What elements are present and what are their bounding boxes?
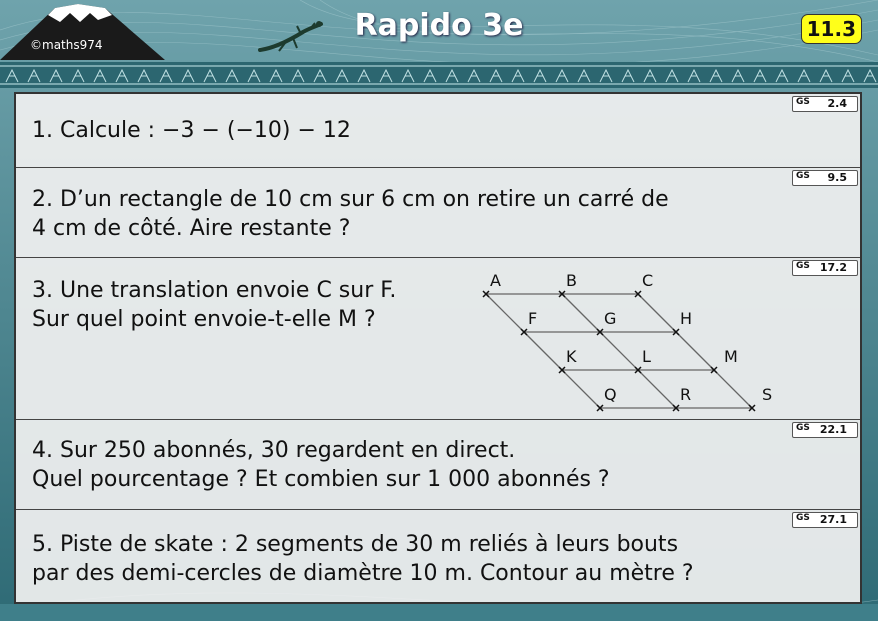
logo-text: ©maths974: [30, 38, 103, 52]
point-label-k: K: [566, 347, 577, 366]
gs-tag: [792, 96, 858, 112]
gs-value: 22.1: [819, 423, 847, 436]
point-label-l: L: [642, 347, 651, 366]
grid-segment: [524, 332, 562, 370]
gs-label: GS: [796, 171, 810, 181]
header: [0, 0, 878, 62]
gs-tag: [792, 422, 858, 438]
gs-value: 27.1: [819, 513, 847, 526]
gs-label: GS: [796, 423, 810, 433]
grid-segment: [638, 370, 676, 408]
grid-segment: [562, 294, 600, 332]
question-1: [16, 94, 860, 168]
question-text: 2. D’un rectangle de 10 cm sur 6 cm on retire un carré de 4 cm de côté. Aire restante ?: [32, 187, 669, 241]
gs-tag: [792, 170, 858, 186]
grid-segment: [638, 294, 676, 332]
parallelogram-grid-figure: [466, 266, 776, 414]
gs-value: 9.5: [827, 171, 847, 184]
question-2: [16, 168, 860, 258]
gs-tag: [792, 512, 858, 528]
gs-value: 17.2: [819, 261, 847, 274]
point-label-r: R: [680, 385, 692, 404]
question-text: 4. Sur 250 abonnés, 30 regardent en direct. Quel pourcentage ? Et combien sur 1 000 abonnés ?: [32, 438, 610, 492]
decorative-frieze: [0, 62, 878, 88]
point-label-f: F: [528, 309, 538, 328]
questions-card: [14, 92, 862, 604]
gs-label: GS: [796, 513, 810, 523]
point-label-c: C: [642, 271, 654, 290]
exercise-number-badge: 11.3: [801, 14, 862, 44]
grid-segment: [676, 332, 714, 370]
grid-segment: [486, 294, 524, 332]
point-label-s: S: [762, 385, 773, 404]
grid-segment: [562, 370, 600, 408]
grid-segment: [714, 370, 752, 408]
grid-segment: [600, 332, 638, 370]
point-label-q: Q: [604, 385, 617, 404]
point-label-h: H: [680, 309, 693, 328]
gs-label: GS: [796, 261, 810, 271]
question-4: [16, 420, 860, 510]
gs-label: GS: [796, 97, 810, 107]
bottom-decoration: [0, 604, 878, 621]
point-label-b: B: [566, 271, 577, 290]
point-label-m: M: [724, 347, 738, 366]
question-3: [16, 258, 860, 420]
point-label-g: G: [604, 309, 617, 328]
gs-tag: [792, 260, 858, 276]
question-text: 1. Calcule : −3 − (−10) − 12: [32, 118, 351, 143]
gs-value: 2.4: [827, 97, 847, 110]
page-title: Rapido 3e: [354, 8, 524, 43]
question-text: 5. Piste de skate : 2 segments de 30 m reliés à leurs bouts par des demi-cercles de diamètre 10 m. Contour au mètre ?: [32, 532, 694, 586]
question-5: [16, 510, 860, 602]
question-text: 3. Une translation envoie C sur F. Sur quel point envoie-t-elle M ?: [32, 278, 397, 332]
point-label-a: A: [490, 271, 501, 290]
